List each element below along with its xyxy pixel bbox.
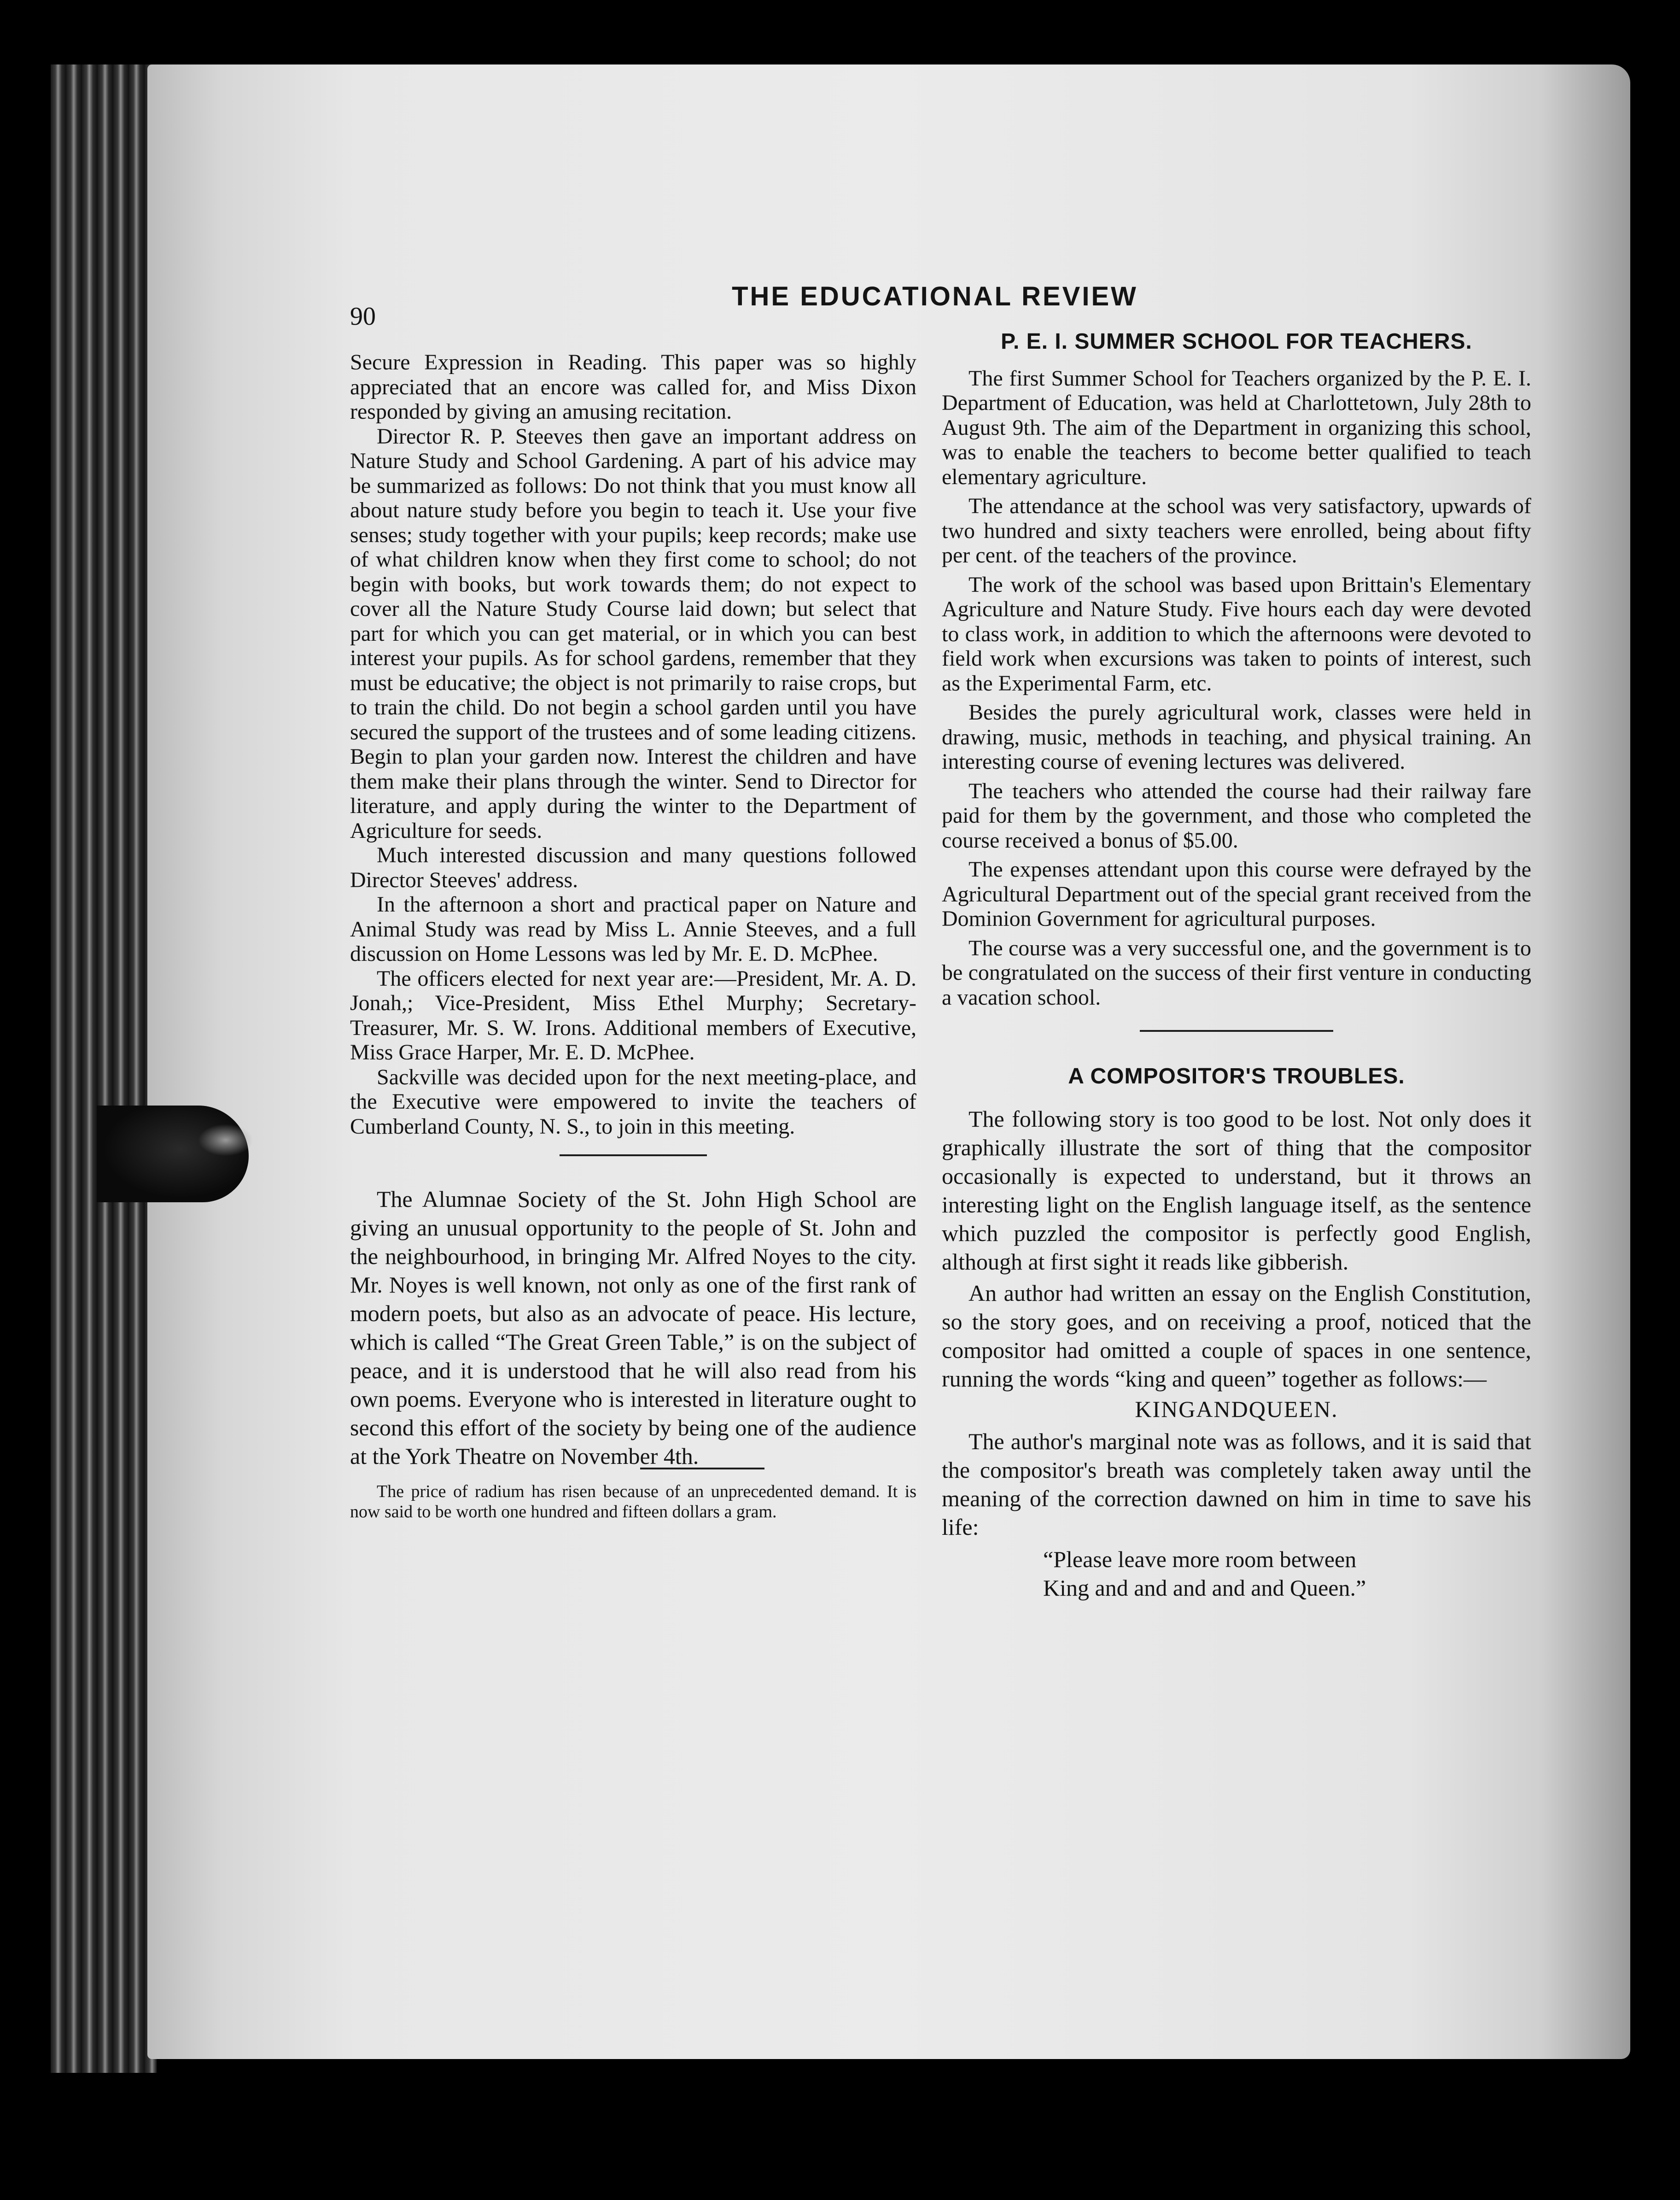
paragraph-summer-school-7: The course was a very successful one, and the government is to be congratulated on the success of their first venture in conducting a vacation school. bbox=[942, 936, 1531, 1010]
paragraph-summer-school-1: The first Summer School for Teachers organized by the P. E. I. Department of Education, was held at Charlottetown, July 28th to August 9th. The aim of the Department in organizing this school, was to enable the teachers to become better qualified to teach elementary agriculture. bbox=[942, 366, 1531, 489]
paragraph-discussion: Much interested discussion and many questions followed Director Steeves' address. bbox=[350, 843, 916, 892]
journal-title: THE EDUCATIONAL REVIEW bbox=[732, 281, 1138, 311]
quote-line-2: King and and and and and Queen.” bbox=[1043, 1574, 1366, 1601]
heading-summer-school: P. E. I. SUMMER SCHOOL FOR TEACHERS. bbox=[1001, 329, 1472, 354]
paragraph-summer-school-4: Besides the purely agricultural work, classes were held in drawing, music, methods in teaching, and physical training. An interesting course of evening lectures was delivered. bbox=[942, 700, 1531, 774]
section-divider bbox=[1140, 1030, 1333, 1032]
paragraph-compositor-1: The following story is too good to be lost. Not only does it graphically illustrate the sort of thing that the compositor occasionally is expected to understand, but it throws an interesting light on the English language itself, as the sentence which puzzled the compositor is perfectly good English, although at first sight it reads like gibberish. bbox=[942, 1106, 1531, 1275]
page-number: 90 bbox=[350, 302, 376, 331]
heading-compositor: A COMPOSITOR'S TROUBLES. bbox=[1068, 1064, 1405, 1088]
compositor-story bbox=[942, 1105, 1531, 1602]
left-column bbox=[350, 350, 916, 1522]
radium-note bbox=[350, 1481, 916, 1522]
paragraph-compositor-2: An author had written an essay on the English Constitution, so the story goes, and on receiving a proof, noticed that the compositor had omitted a couple of spaces in one sentence, running the words “king and queen” together as follows:— bbox=[942, 1280, 1531, 1392]
paragraph-summer-school-3: The work of the school was based upon Brittain's Elementary Agriculture and Nature Study. Five hours each day were devoted to class work, in addition to which the afternoons were devoted to field work when excursions was taken to points of interest, such as the Experimental Farm, etc. bbox=[942, 572, 1531, 696]
book-binding-edge bbox=[51, 64, 157, 2073]
quote-line-1: “Please leave more room between bbox=[1043, 1546, 1357, 1572]
paragraph-encore: Secure Expression in Reading. This paper was so highly appreciated that an encore was called for, and Miss Dixon responded by giving an amusing recitation. bbox=[350, 350, 916, 424]
marginal-note-quote bbox=[942, 1545, 1531, 1602]
paragraph-summer-school-2: The attendance at the school was very satisfactory, upwards of two hundred and sixty teachers were enrolled, being about fifty per cent. of the teachers of the province. bbox=[942, 494, 1531, 568]
section-divider bbox=[560, 1154, 707, 1156]
kingandqueen-line: KINGANDQUEEN. bbox=[1135, 1396, 1338, 1422]
paragraph-summer-school-6: The expenses attendant upon this course were defrayed by the Agricultural Department out of the special grant received from the Dominion Government for agricultural purposes. bbox=[942, 857, 1531, 931]
paragraph-compositor-3: The author's marginal note was as follows, and it is said that the compositor's breath was completely taken away until the meaning of the correction dawned on him in time to save his life: bbox=[942, 1428, 1531, 1540]
paragraph-steeves-address: Director R. P. Steeves then gave an important address on Nature Study and School Gardening. A part of his advice may be summarized as follows: Do not think that you must know all about nature study before you begin to teach it. Use your five senses; study together with your pupils; keep records; make use of what children know when they first come to school; do not begin with books, but work towards them; do not expect to cover all the Nature Study Course laid down; but select that part for which you can get material, or in which you can best interest your pupils. As for school gardens, remember that they must be educative; the object is not primarily to raise crops, but to train the child. Do not begin a school garden until you have secured the support of the trustees and of some leading citizens. Begin to plan your garden now. Interest the children and have them make their plans through the winter. Send to Director for literature, and apply during the winter to the Department of Agriculture for seeds. bbox=[350, 424, 916, 843]
alumnae-notice bbox=[350, 1185, 916, 1470]
paragraph-afternoon: In the afternoon a short and practical paper on Nature and Animal Study was read by Miss L. Annie Steeves, and a full discussion on Home Lessons was led by Mr. E. D. McPhee. bbox=[350, 892, 916, 966]
paragraph-alumnae: The Alumnae Society of the St. John High School are giving an unusual opportunity to the people of St. John and the neighbourhood, in bringing Mr. Alfred Noyes to the city. Mr. Noyes is well known, not only as one of the first rank of modern poets, but also as an advocate of peace. His lecture, which is called “The Great Green Table,” is on the subject of peace, and it is understood that he will also read from his own poems. Everyone who is interested in literature ought to second this effort of the society by being one of the audience at the York Theatre on November 4th. bbox=[350, 1186, 916, 1469]
paragraph-summer-school-5: The teachers who attended the course had their railway fare paid for them by the government, and those who completed the course received a bonus of $5.00. bbox=[942, 778, 1531, 853]
right-column bbox=[942, 329, 1531, 1602]
paragraph-officers: The officers elected for next year are:—President, Mr. A. D. Jonah,; Vice-President, Miss Ethel Murphy; Secretary-Treasurer, Mr. S. W. Irons. Additional members of Executive, Miss Grace Harper, Mr. E. D. McPhee. bbox=[350, 966, 916, 1065]
paragraph-radium: The price of radium has risen because of an unprecedented demand. It is now said to be worth one hundred and fifteen dollars a gram. bbox=[350, 1482, 916, 1521]
paragraph-sackville: Sackville was decided upon for the next meeting-place, and the Executive were empowered to invite the teachers of Cumberland County, N. S., to join in this meeting. bbox=[350, 1065, 916, 1139]
thumb-highlight bbox=[198, 1124, 253, 1156]
